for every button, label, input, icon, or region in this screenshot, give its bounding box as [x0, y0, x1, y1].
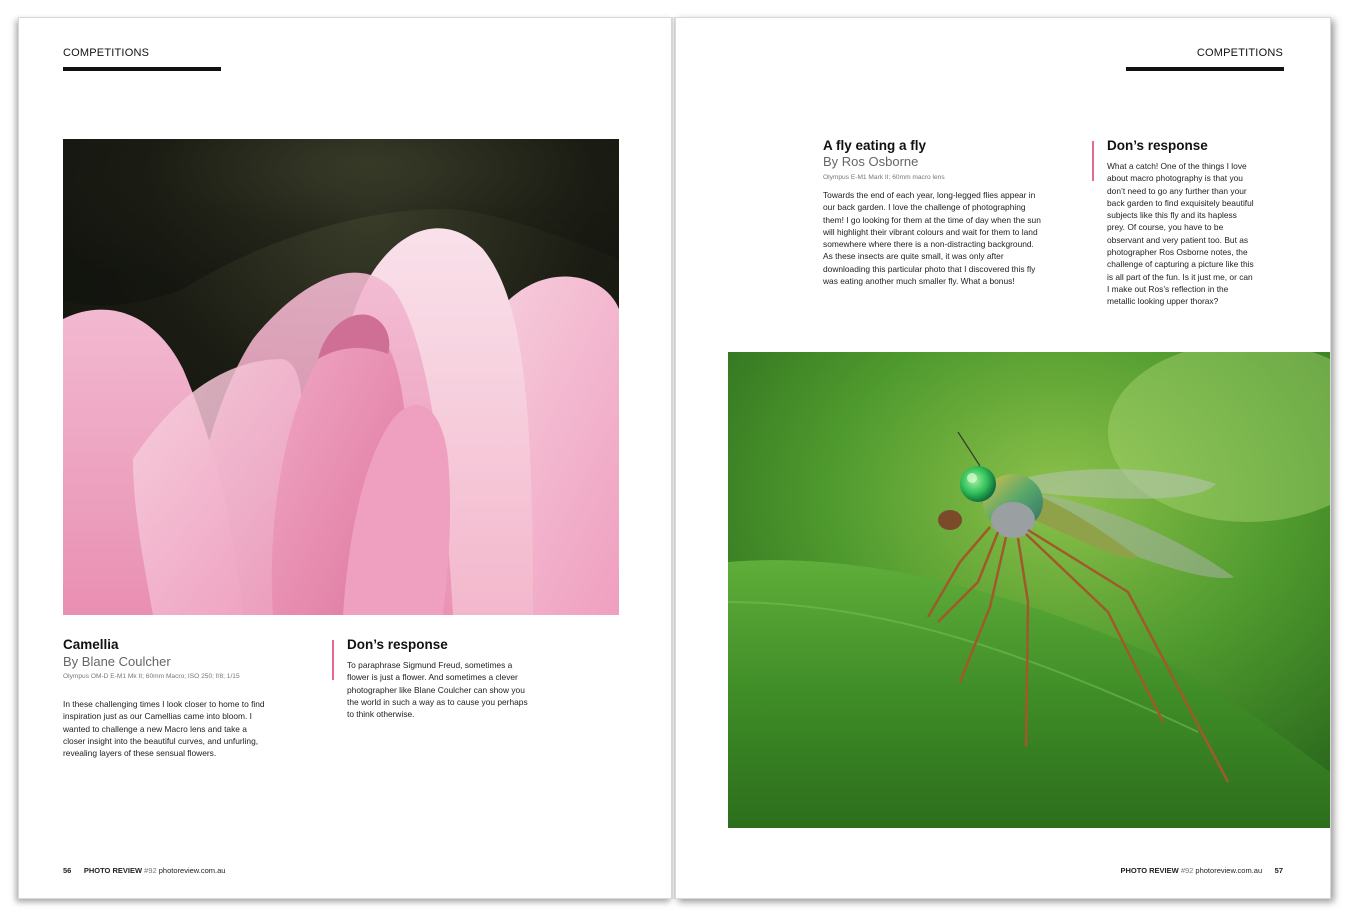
section-label: COMPETITIONS [63, 47, 150, 59]
article-title: A fly eating a fly [823, 138, 927, 153]
camellia-photo [63, 139, 619, 615]
article-author: By Blane Coulcher [63, 654, 171, 669]
site-url[interactable]: photoreview.com.au [158, 866, 226, 875]
page-number: 57 [1274, 866, 1283, 875]
issue-number: #92 [144, 866, 157, 875]
magazine-name: PHOTO REVIEW [1120, 866, 1179, 875]
section-divider-bar [63, 67, 221, 71]
fly-image [728, 352, 1330, 828]
article-author: By Ros Osborne [823, 154, 919, 169]
article-camera-meta: Olympus E-M1 Mark II; 60mm macro lens [823, 174, 945, 181]
site-url[interactable]: photoreview.com.au [1195, 866, 1263, 875]
page-folio [63, 866, 225, 875]
section-divider-bar [1126, 67, 1284, 71]
article-title: Camellia [63, 637, 119, 652]
right-page [675, 17, 1331, 899]
section-label: COMPETITIONS [1196, 47, 1283, 59]
page-folio [1121, 866, 1283, 875]
response-title: Don’s response [347, 637, 448, 652]
article-camera-meta: Olympus OM-D E-M1 Mk II; 60mm Macro; ISO 250; f/8; 1/15 [63, 673, 240, 680]
fly-photo [728, 352, 1330, 828]
magazine-name: PHOTO REVIEW [83, 866, 143, 875]
response-body: To paraphrase Sigmund Freud, sometimes a flower is just a flower. And sometimes a clever photographer like Blane Coulcher can show you the world in such a way as to cause you perhaps to think otherwise. [347, 660, 528, 720]
issue-number: #92 [1180, 866, 1194, 875]
article-body: Towards the end of each year, long-legged flies appear in our back garden. I love the challenge of photographing them! I go looking for them at the time of day when the sun will highlight their vibrant colours and wait for them to land somewhere where there is a non-distracting background. As these insects are quite small, it was only after downloading this particular photo that I discovered this fly was eating another much smaller fly. What a bonus! [823, 190, 1041, 287]
camellia-image [63, 139, 619, 615]
response-accent-rule [1092, 141, 1094, 181]
response-body: What a catch! One of the things I love about macro photography is that you don’t need to go any further than your back garden to find exquisitely beautiful subjects like this fly and its hapless prey. Of course, you have to be observant and very patient too. But as photographer Ros Osborne notes, the challenge of capturing a picture like this is all part of the fun. Is it just me, or can I make out Ros’s reflection in the metallic looking upper thorax? [1107, 161, 1254, 307]
page-number: 56 [63, 866, 72, 875]
left-page [18, 17, 672, 899]
article-body: In these challenging times I look closer to home to find inspiration just as our Camellias came into bloom. I wanted to challenge a new Macro lens and take a closer insight into the beautiful curves, and unfurling, revealing layers of these sensual flowers. [63, 699, 265, 759]
response-title: Don’s response [1107, 138, 1208, 153]
response-accent-rule [332, 640, 334, 680]
